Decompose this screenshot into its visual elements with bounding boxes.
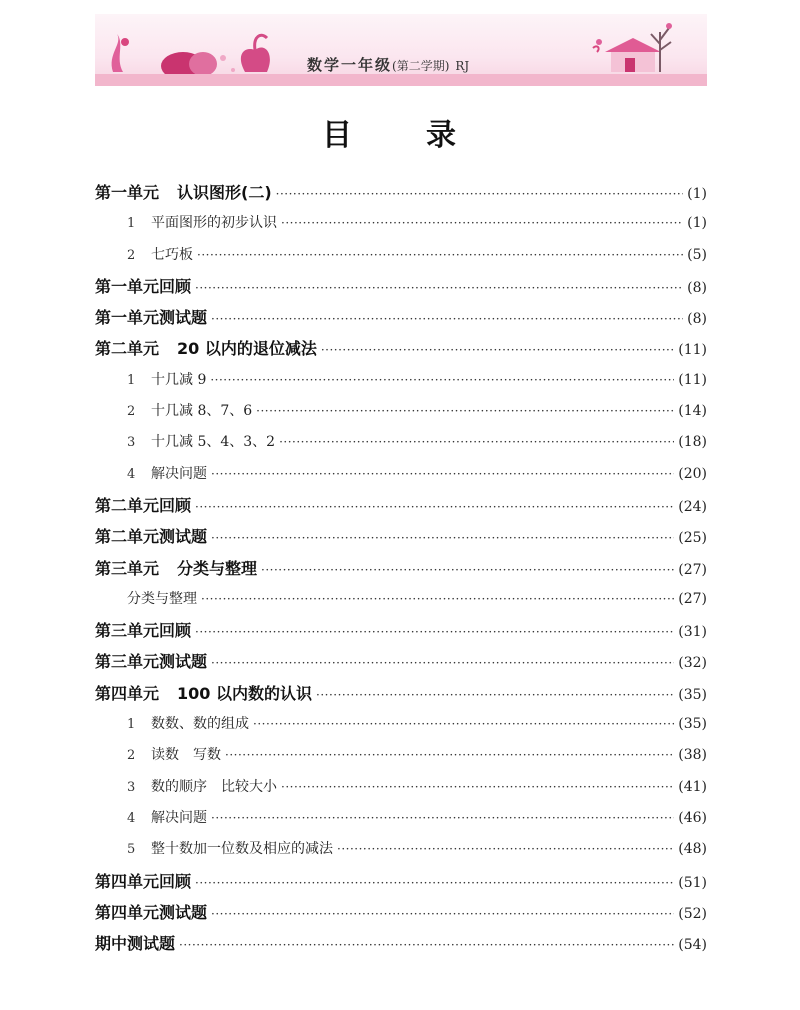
toc-entry-label xyxy=(95,208,277,239)
toc-sub-entry[interactable] xyxy=(95,803,707,834)
dot-leader xyxy=(210,365,674,396)
dot-leader xyxy=(195,273,683,304)
toc-entry-label xyxy=(95,740,221,771)
toc-unit-entry[interactable] xyxy=(95,928,707,959)
toc-entry-text: 整十数加一位数及相应的减法 xyxy=(151,841,333,858)
toc-sub-entry[interactable] xyxy=(95,584,707,615)
toc-entry-text: 解决问题 xyxy=(151,465,207,482)
toc-page-number: (20) xyxy=(678,465,707,482)
toc-entry-label xyxy=(95,928,175,959)
toc-entry-number: 4 xyxy=(127,466,136,482)
toc-unit-label: 第四单元回顾 xyxy=(95,871,192,891)
toc-entry-text: 平面图形的初步认识 xyxy=(151,215,277,232)
toc-entry-number: 1 xyxy=(127,717,136,733)
toc-unit-label: 第二单元测试题 xyxy=(95,527,208,547)
toc-page-number: (35) xyxy=(678,716,707,733)
dot-leader xyxy=(261,555,674,586)
toc-sub-entry[interactable] xyxy=(95,709,707,740)
book-title xyxy=(307,54,469,75)
toc-page-number: (8) xyxy=(687,279,707,296)
toc-entry-text: 分类与整理 xyxy=(127,590,197,607)
toc-entry-text: 读数 写数 xyxy=(151,747,221,764)
toc-entry-label xyxy=(95,459,207,490)
header-banner xyxy=(95,14,707,86)
toc-page-number: (1) xyxy=(687,215,707,232)
toc-entry-label xyxy=(95,834,333,865)
toc-entry-label xyxy=(95,709,249,740)
toc-entry-number: 4 xyxy=(127,810,136,826)
toc-entry-number: 3 xyxy=(127,779,136,795)
toc-page-number: (48) xyxy=(678,841,707,858)
toc-sub-entry[interactable] xyxy=(95,208,707,239)
dot-leader xyxy=(211,803,674,834)
dot-leader xyxy=(211,523,674,554)
toc-entry-label xyxy=(95,615,191,646)
toc-unit-label: 第四单元测试题 xyxy=(95,902,208,922)
toc-sub-entry[interactable] xyxy=(95,459,707,490)
toc-entry-label xyxy=(95,646,207,677)
toc-page-number: (11) xyxy=(678,371,707,388)
dot-leader xyxy=(225,740,674,771)
toc-entry-label xyxy=(95,427,275,458)
toc-unit-entry[interactable] xyxy=(95,678,707,709)
dot-leader xyxy=(195,617,674,648)
dot-leader xyxy=(279,427,674,458)
toc-entry-label xyxy=(95,396,252,427)
toc-entry-text: 十几减 8、7、6 xyxy=(151,403,253,420)
toc-unit-entry[interactable] xyxy=(95,490,707,521)
dot-leader xyxy=(321,335,674,366)
toc-page-number: (24) xyxy=(678,498,707,515)
toc-page-number: (1) xyxy=(687,186,707,202)
dot-leader xyxy=(201,584,674,615)
dot-leader xyxy=(256,396,674,427)
dot-leader xyxy=(195,492,674,523)
toc-entry-label xyxy=(95,866,191,897)
dot-leader xyxy=(281,208,683,239)
toc-entry-number: 1 xyxy=(127,216,136,232)
toc-page-number: (41) xyxy=(678,778,707,795)
toc-sub-entry[interactable] xyxy=(95,772,707,803)
toc-page-number: (35) xyxy=(678,686,707,703)
toc-unit-entry[interactable] xyxy=(95,553,707,584)
dot-leader xyxy=(316,680,674,711)
toc-entry-text: 解决问题 xyxy=(151,809,207,826)
toc-entry-text: 数数、数的组成 xyxy=(151,716,249,733)
toc-sub-entry[interactable] xyxy=(95,365,707,396)
toc-entry-number: 3 xyxy=(127,435,136,451)
toc-sub-entry[interactable] xyxy=(95,240,707,271)
toc-unit-label: 第一单元回顾 xyxy=(95,276,192,296)
toc-entry-label xyxy=(95,271,191,302)
toc-unit-title: 认识图形(二) xyxy=(177,183,272,202)
toc-unit-entry[interactable] xyxy=(95,615,707,646)
toc-page-number: (32) xyxy=(678,655,707,672)
toc-page-number: (46) xyxy=(678,809,707,826)
toc-unit-label: 第三单元 xyxy=(95,558,160,578)
dot-leader xyxy=(276,179,684,210)
dot-leader xyxy=(337,834,674,865)
toc-unit-label: 第三单元回顾 xyxy=(95,621,192,641)
toc-entry-number: 2 xyxy=(127,247,136,263)
toc-entry-label xyxy=(95,177,272,208)
toc-unit-entry[interactable] xyxy=(95,897,707,928)
toc-unit-label: 第四单元 xyxy=(95,683,160,703)
toc-entry-label xyxy=(95,553,257,584)
toc-page-number: (11) xyxy=(678,342,707,359)
dot-leader xyxy=(281,772,674,803)
toc-entry-text: 七巧板 xyxy=(151,246,193,263)
toc-entry-text: 十几减 9 xyxy=(151,371,207,388)
banner-strip xyxy=(95,74,707,86)
toc-entry-label xyxy=(95,678,312,709)
toc-entry-number: 1 xyxy=(127,372,136,388)
dot-leader xyxy=(179,930,674,961)
toc-sub-entry[interactable] xyxy=(95,834,707,865)
toc-unit-entry[interactable] xyxy=(95,271,707,302)
toc-entry-number: 2 xyxy=(127,404,136,420)
toc-entry-number: 5 xyxy=(127,842,136,858)
toc-entry-number: 2 xyxy=(127,748,136,764)
dot-leader xyxy=(211,304,683,335)
toc-page-number: (27) xyxy=(678,590,707,607)
toc-unit-label: 第二单元 xyxy=(95,339,160,359)
table-of-contents xyxy=(95,177,707,959)
toc-unit-label: 第一单元 xyxy=(95,183,160,202)
toc-page-number: (51) xyxy=(678,874,707,891)
toc-page-number: (18) xyxy=(678,434,707,451)
toc-unit-entry[interactable] xyxy=(95,333,707,364)
dot-leader xyxy=(211,899,674,930)
toc-page-number: (14) xyxy=(678,403,707,420)
page-title: 目 录 xyxy=(322,118,478,153)
toc-page-number: (38) xyxy=(678,747,707,764)
toc-sub-entry[interactable] xyxy=(95,427,707,458)
toc-page-number: (5) xyxy=(687,246,707,263)
book-edition: RJ xyxy=(455,59,470,73)
toc-page-number: (8) xyxy=(687,311,707,328)
toc-entry-label xyxy=(95,803,207,834)
toc-page-number: (25) xyxy=(678,530,707,547)
toc-unit-title: 分类与整理 xyxy=(177,558,258,578)
toc-unit-label: 期中测试题 xyxy=(95,934,176,954)
toc-unit-entry[interactable] xyxy=(95,866,707,897)
toc-unit-entry[interactable] xyxy=(95,177,707,208)
dot-leader xyxy=(195,868,674,899)
toc-sub-entry[interactable] xyxy=(95,396,707,427)
toc-entry-label xyxy=(95,333,317,364)
toc-entry-label xyxy=(95,240,193,271)
toc-entry-label xyxy=(95,490,191,521)
toc-page-number: (52) xyxy=(678,905,707,922)
toc-entry-text: 数的顺序 比较大小 xyxy=(151,778,277,795)
toc-sub-entry[interactable] xyxy=(95,740,707,771)
dot-leader xyxy=(253,709,674,740)
toc-entry-label xyxy=(95,365,206,396)
dot-leader xyxy=(211,459,674,490)
toc-entry-label xyxy=(95,772,277,803)
toc-entry-label xyxy=(95,521,207,552)
toc-unit-label: 第一单元测试题 xyxy=(95,308,208,328)
toc-unit-entry[interactable] xyxy=(95,302,707,333)
toc-unit-label: 第三单元测试题 xyxy=(95,652,208,672)
toc-entry-label xyxy=(95,302,207,333)
dot-leader xyxy=(211,648,674,679)
toc-page-number: (31) xyxy=(678,624,707,641)
toc-unit-entry[interactable] xyxy=(95,521,707,552)
toc-page-number: (27) xyxy=(678,561,707,578)
toc-unit-title: 100 以内数的认识 xyxy=(177,683,312,703)
toc-entry-text: 十几减 5、4、3、2 xyxy=(151,434,276,451)
toc-unit-label: 第二单元回顾 xyxy=(95,495,192,515)
toc-entry-label xyxy=(95,897,207,928)
toc-entry-label xyxy=(95,584,197,615)
toc-unit-entry[interactable] xyxy=(95,646,707,677)
toc-unit-title: 20 以内的退位减法 xyxy=(177,339,317,359)
dot-leader xyxy=(197,240,683,271)
book-name: 数学一年级 xyxy=(307,56,393,74)
book-semester: (第二学期) xyxy=(392,59,450,73)
toc-page-number: (54) xyxy=(678,937,707,954)
